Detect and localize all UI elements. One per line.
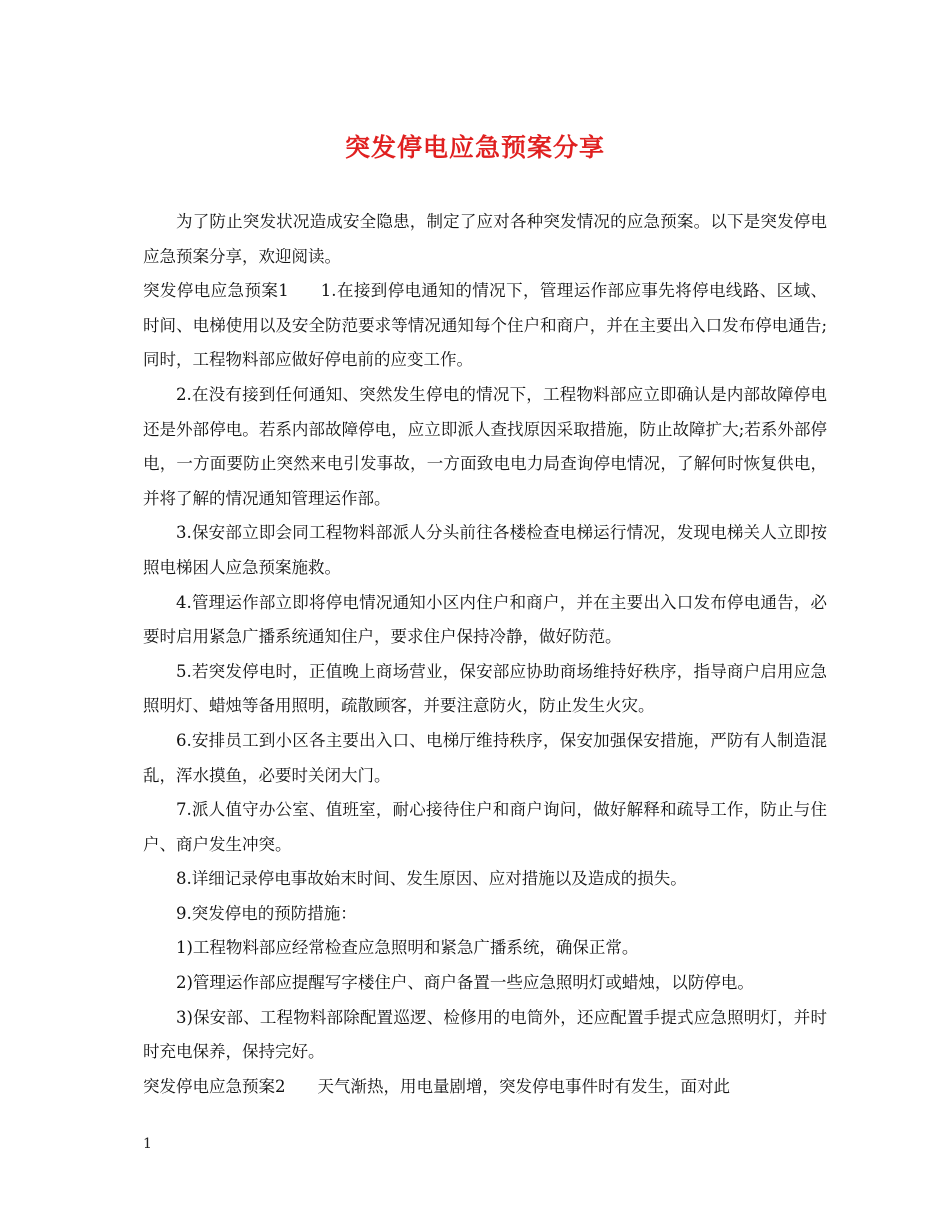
prevention-item-2: 2)管理运作部应提醒写字楼住户、商户备置一些应急照明灯或蜡烛，以防停电。 xyxy=(176,973,754,993)
plan1-heading: 突发停电应急预案1 xyxy=(143,281,289,301)
plan1-item-6: 6.安排员工到小区各主要出入口、电梯厅维持秩序，保安加强保安措施，严防有人制造混乱，浑水摸鱼，必要时关闭大门。 xyxy=(143,730,827,785)
plan2-paragraph xyxy=(143,1070,827,1105)
prevention-item-3: 3)保安部、工程物料部除配置巡逻、检修用的电筒外，还应配置手提式应急照明灯，并时时充电保养，保持完好。 xyxy=(143,1007,827,1062)
plan1-item-3: 3.保安部立即会同工程物料部派人分头前往各楼检查电梯运行情况，发现电梯关人立即按照电梯困人应急预案施救。 xyxy=(143,523,827,577)
plan1-paragraph xyxy=(143,274,827,378)
plan1-item-8: 8.详细记录停电事故始末时间、发生原因、应对措施以及造成的损失。 xyxy=(176,869,687,889)
intro-paragraph: 为了防止突发状况造成安全隐患，制定了应对各种突发情况的应急预案。以下是突发停电应急预案分享，欢迎阅读。 xyxy=(143,212,827,266)
plan1-item-2: 2.在没有接到任何通知、突然发生停电的情况下，工程物料部应立即确认是内部故障停电还是外部停电。若系内部故障停电，应立即派人查找原因采取措施，防止故障扩大;若系外部停电，一方面要防止突然来电引发事故，一方面致电电力局查询停电情况，了解何时恢复供电，并将了解的情况通知管理运作部。 xyxy=(143,384,827,508)
plan1-item-4: 4.管理运作部立即将停电情况通知小区内住户和商户，并在主要出入口发布停电通告，必要时启用紧急广播系统通知住户，要求住户保持冷静，做好防范。 xyxy=(143,592,827,647)
document-title: 突发停电应急预案分享 xyxy=(344,133,605,162)
plan2-heading: 突发停电应急预案2 xyxy=(143,1076,286,1096)
plan1-item-1: 1.在接到停电通知的情况下，管理运作部应事先将停电线路、区域、时间、电梯使用以及安全防范要求等情况通知每个住户和商户，并在主要出入口发布停电通告;同时，工程物料部应做好停电前的应变工作。 xyxy=(143,281,827,370)
plan1-item-5: 5.若突发停电时，正值晚上商场营业，保安部应协助商场维持好秩序，指导商户启用应急照明灯、蜡烛等备用照明，疏散顾客，并要注意防火，防止发生火灾。 xyxy=(143,661,827,716)
page-number: 1 xyxy=(143,1136,152,1152)
plan1-item-9: 9.突发停电的预防措施： xyxy=(176,903,357,923)
document-body xyxy=(143,205,827,1104)
plan2-text: 天气渐热，用电量剧增，突发停电事件时有发生，面对此 xyxy=(317,1076,730,1096)
prevention-item-1: 1)工程物料部应经常检查应急照明和紧急广播系统，确保正常。 xyxy=(176,938,639,958)
plan1-item-7: 7.派人值守办公室、值班室，耐心接待住户和商户询问，做好解释和疏导工作，防止与住户、商户发生冲突。 xyxy=(143,800,827,854)
